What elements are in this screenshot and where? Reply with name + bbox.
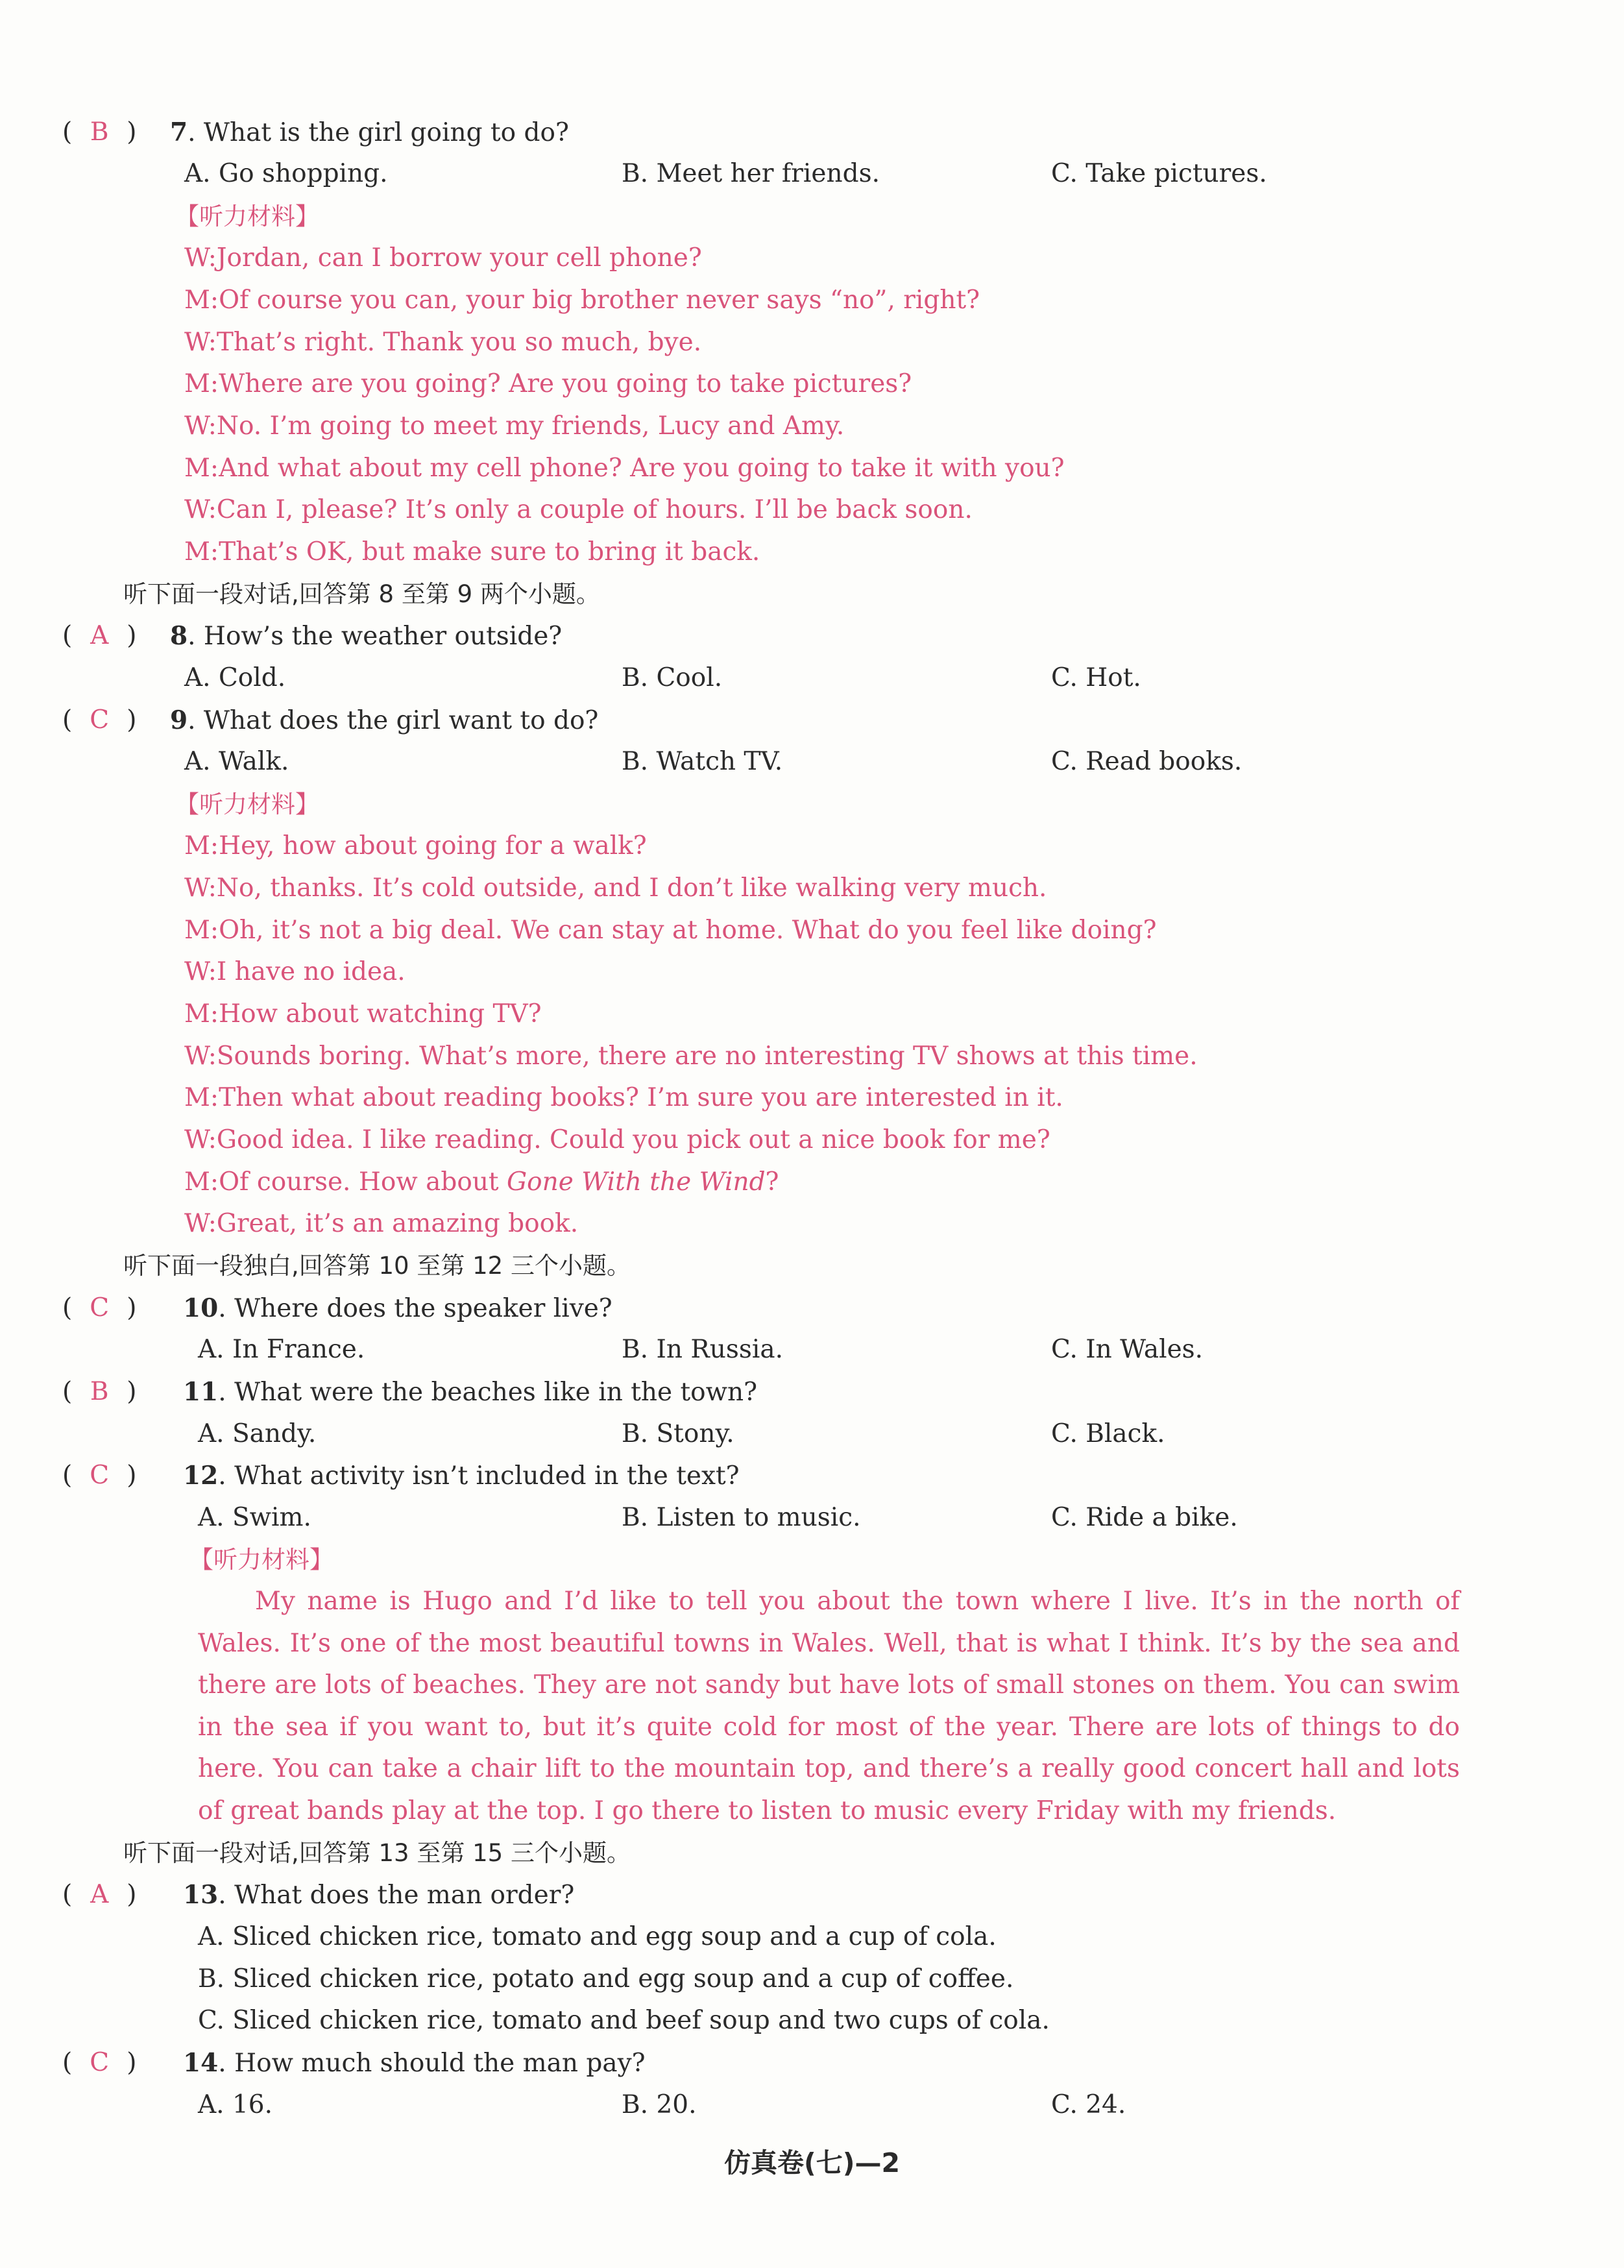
answer-bracket: ( C ) xyxy=(62,2042,179,2084)
answer-bracket: ( C ) xyxy=(62,1287,179,1329)
answer-bracket: ( C ) xyxy=(62,1455,179,1496)
dialogue-line: W:I have no idea. xyxy=(184,957,406,986)
option-a: A. 16. xyxy=(198,2090,273,2119)
option-c: C. Black. xyxy=(1051,1419,1165,1448)
option-a: A. Sandy. xyxy=(198,1419,317,1448)
dialogue-line: M:And what about my cell phone? Are you going to take it with you? xyxy=(184,454,1065,483)
dialogue-line: M:How about watching TV? xyxy=(184,999,542,1029)
dialogue-line: W:That’s right. Thank you so much, bye. xyxy=(184,328,702,357)
option-a: A. Swim. xyxy=(198,1503,311,1532)
dialogue-line: M:Oh, it’s not a big deal. We can stay at home. What do you feel like doing? xyxy=(184,916,1157,945)
option-c: C. 24. xyxy=(1051,2090,1126,2119)
question-9: 9. What does the girl want to do? xyxy=(170,705,599,735)
option-b: B. 20. xyxy=(622,2090,697,2119)
answer-bracket: ( B ) xyxy=(62,1371,179,1413)
question-14: 14. How much should the man pay? xyxy=(183,2048,646,2078)
answer-mark: C xyxy=(90,2048,110,2077)
option-b: B. Listen to music. xyxy=(622,1503,861,1532)
dialogue-line: W:Jordan, can I borrow your cell phone? xyxy=(184,243,702,273)
option-b: B. Stony. xyxy=(622,1419,734,1448)
book-title: Gone With the Wind xyxy=(507,1167,766,1197)
option-a: A. Cold. xyxy=(184,663,286,692)
option-c: C. Hot. xyxy=(1051,663,1141,692)
question-12: 12. What activity isn’t included in the text? xyxy=(183,1461,740,1491)
answer-bracket: ( A ) xyxy=(62,1874,179,1916)
option-c: C. Take pictures. xyxy=(1051,159,1267,188)
option-b: B. In Russia. xyxy=(622,1335,784,1364)
transcript-label: 【听力材料】 xyxy=(175,202,319,230)
dialogue-line: M:Of course you can, your big brother never says “no”, right? xyxy=(184,286,980,315)
answer-mark: B xyxy=(90,1377,109,1406)
option-c: C. In Wales. xyxy=(1051,1335,1204,1364)
transcript-label: 【听力材料】 xyxy=(189,1546,333,1574)
section-instruction: 听下面一段对话,回答第 8 至第 9 两个小题。 xyxy=(123,580,600,608)
option-a: A. In France. xyxy=(198,1335,365,1364)
option-b: B. Watch TV. xyxy=(622,747,783,776)
page-footer: 仿真卷(七)—2 xyxy=(723,2147,900,2178)
question-7: 7. What is the girl going to do? xyxy=(170,117,569,147)
option-c: C. Read books. xyxy=(1051,747,1242,776)
answer-mark: C xyxy=(90,705,110,735)
answer-mark: C xyxy=(90,1293,110,1323)
dialogue-line: W:Sounds boring. What’s more, there are no interesting TV shows at this time. xyxy=(184,1042,1198,1071)
answer-bracket: ( B ) xyxy=(62,112,179,153)
dialogue-line: W:No. I’m going to meet my friends, Lucy and Amy. xyxy=(184,411,845,441)
answer-mark: C xyxy=(90,1461,110,1490)
dialogue-line: M:Where are you going? Are you going to take pictures? xyxy=(184,369,912,398)
monologue-text: My name is Hugo and I’d like to tell you about the town where I live. It’s in the north of Wales. It’s one of the most beautiful towns in Wales. Well, that is what I think. It’s by the sea and there are lots of beaches. They are not sandy but have lots of small stones on them. You can swim in the sea if you want to, but it’s quite cold for most of the year. There are lots of things to do here. You can take a chair lift to the mountain top, and there’s a really good concert hall and lots of great bands play at the top. I go there to listen to music every Friday with my friends. xyxy=(198,1587,1460,1825)
answer-mark: A xyxy=(90,1880,109,1909)
option-b: B. Meet her friends. xyxy=(622,159,880,188)
answer-bracket: ( C ) xyxy=(62,700,179,741)
dialogue-line: W:Can I, please? It’s only a couple of hours. I’ll be back soon. xyxy=(184,495,973,524)
dialogue-line: M:Hey, how about going for a walk? xyxy=(184,831,647,860)
option-a: A. Walk. xyxy=(184,747,289,776)
option-b: B. Cool. xyxy=(622,663,723,692)
answer-mark: A xyxy=(90,621,109,650)
option-a: A. Go shopping. xyxy=(184,159,388,188)
dialogue-line: M:Then what about reading books? I’m sure you are interested in it. xyxy=(184,1083,1063,1112)
option-a: A. Sliced chicken rice, tomato and egg soup and a cup of cola. xyxy=(198,1922,997,1951)
question-13: 13. What does the man order? xyxy=(183,1880,575,1910)
section-instruction: 听下面一段独白,回答第 10 至第 12 三个小题。 xyxy=(123,1252,631,1280)
option-c: C. Sliced chicken rice, tomato and beef soup and two cups of cola. xyxy=(198,2006,1050,2035)
question-8: 8. How’s the weather outside? xyxy=(170,621,563,651)
option-b: B. Sliced chicken rice, potato and egg soup and a cup of coffee. xyxy=(198,1964,1014,1994)
transcript-label: 【听力材料】 xyxy=(175,790,319,818)
dialogue-line: W:No, thanks. It’s cold outside, and I don’t like walking very much. xyxy=(184,873,1047,903)
answer-mark: B xyxy=(90,117,109,147)
question-10: 10. Where does the speaker live? xyxy=(183,1293,612,1323)
option-c: C. Ride a bike. xyxy=(1051,1503,1238,1532)
dialogue-line: M:Of course. How about Gone With the Wind? xyxy=(184,1167,779,1197)
section-instruction: 听下面一段对话,回答第 13 至第 15 三个小题。 xyxy=(123,1839,631,1867)
dialogue-line: W:Great, it’s an amazing book. xyxy=(184,1209,579,1238)
question-11: 11. What were the beaches like in the town? xyxy=(183,1377,758,1407)
dialogue-line: M:That’s OK, but make sure to bring it back. xyxy=(184,537,760,567)
answer-bracket: ( A ) xyxy=(62,615,179,657)
dialogue-line: W:Good idea. I like reading. Could you pick out a nice book for me? xyxy=(184,1125,1050,1154)
